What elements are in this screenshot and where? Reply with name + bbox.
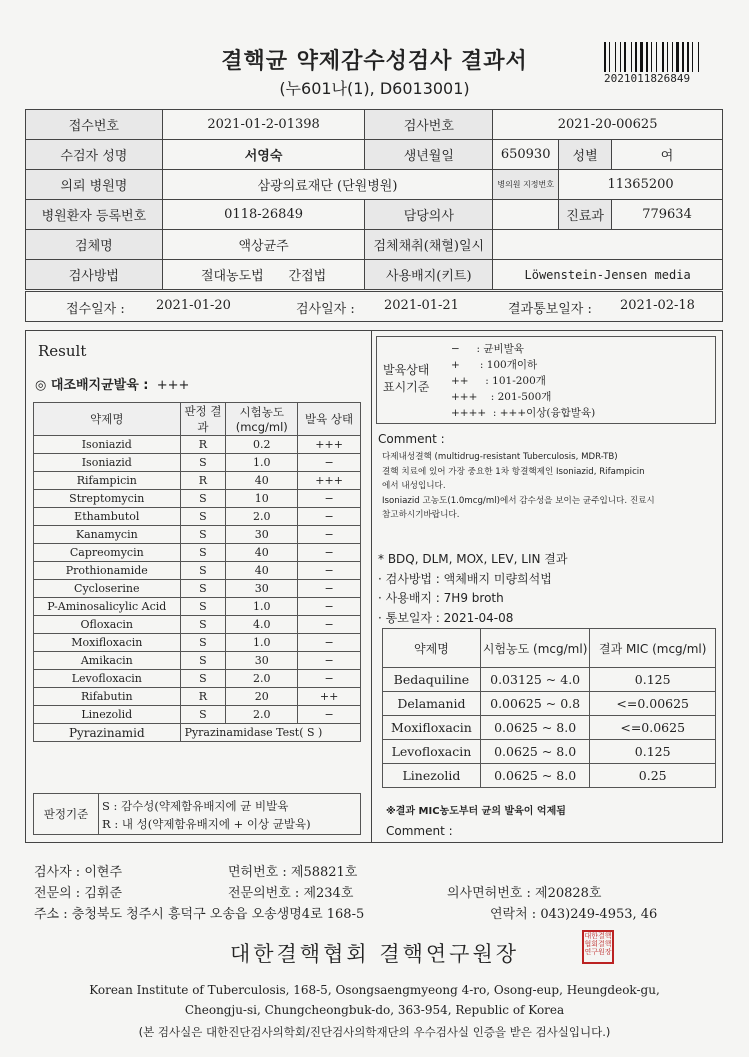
examiner-label: 검사자 : (34, 865, 81, 880)
mic-row (383, 764, 716, 788)
tested-label: 검사일자 : (296, 302, 355, 317)
examiner (34, 861, 122, 880)
drug-cell: S (180, 490, 226, 508)
doctor-license (447, 882, 602, 901)
tested-date: 2021-01-21 (384, 298, 459, 313)
drug-row (34, 580, 361, 598)
barcode-bar (627, 42, 630, 72)
mic-cell: <=0.0625 (590, 716, 716, 740)
drug-cell: S (180, 526, 226, 544)
barcode-bar (624, 42, 626, 72)
drug-cell: S (180, 580, 226, 598)
address-label: 주소 : (34, 907, 68, 922)
comment-label: Comment : (378, 432, 445, 446)
bdq-date: · 통보일자 : 2021-04-08 (378, 610, 514, 625)
drug-cell: S (180, 544, 226, 562)
barcode-bar (640, 42, 643, 72)
drug-cell: 2.0 (226, 508, 298, 526)
drug-cell: S (180, 562, 226, 580)
drug-row (34, 472, 361, 490)
drug-cell: Ethambutol (34, 508, 181, 526)
drug-cell: 4.0 (226, 616, 298, 634)
drug-cell: 30 (226, 652, 298, 670)
expert-label: 전문의 : (34, 886, 81, 901)
drug-row (34, 454, 361, 472)
drug-cell: +++ (298, 436, 361, 454)
drug-cell: − (298, 544, 361, 562)
drug-cell: − (298, 526, 361, 544)
drug-cell: S (180, 616, 226, 634)
drug-row (34, 670, 361, 688)
expert-license (228, 882, 353, 901)
mic-cell: Moxifloxacin (383, 716, 481, 740)
drug-cell: R (180, 472, 226, 490)
drug-cell: Rifabutin (34, 688, 181, 706)
mic-header-cell: 결과 MIC (mcg/ml) (590, 629, 716, 668)
drug-cell: − (298, 598, 361, 616)
drug-cell: − (298, 634, 361, 652)
drug-row (34, 508, 361, 526)
reported-date: 2021-02-18 (620, 298, 695, 313)
media-label: 사용배지(키트) (365, 260, 493, 290)
drug-cell: − (298, 616, 361, 634)
control-label: ◎ 대조배지균발육 : (35, 378, 149, 393)
barcode-bar (669, 42, 671, 72)
drug-cell: − (298, 562, 361, 580)
received-label: 접수일자 : (66, 302, 125, 317)
patient-reg: 0118-26849 (162, 200, 365, 230)
mic-cell: 0.0625 ~ 8.0 (480, 740, 590, 764)
doctor-license-number: 제20828호 (535, 886, 602, 901)
patient-reg-label: 병원환자 등록번호 (26, 200, 163, 230)
mic-cell: Levofloxacin (383, 740, 481, 764)
bdq-media: · 사용배지 : 7H9 broth (378, 591, 504, 605)
barcode-bar (687, 42, 689, 72)
media: Löwenstein-Jensen media (493, 260, 723, 290)
comment-line: 결핵 치료에 있어 가장 중요한 1차 항결핵제인 Isoniazid, Rifampicin (382, 466, 645, 477)
drug-row (34, 436, 361, 454)
comment-line: Isoniazid 고농도(1.0mcg/ml)에서 감수성을 보이는 균주입니다. 진료시 (382, 495, 655, 506)
legend-item: +++ : 201-500개 (451, 391, 552, 403)
drug-cell: 1.0 (226, 598, 298, 616)
method-1: 절대농도법 (200, 269, 264, 284)
dob: 650930 (493, 140, 559, 170)
contact-label: 연락처 : (490, 907, 537, 922)
mic-cell: 0.03125 ~ 4.0 (480, 668, 590, 692)
license-number: 제58821호 (290, 865, 358, 880)
patient-info-table (25, 109, 723, 290)
specimen: 액상균주 (162, 230, 365, 260)
barcode-bar (682, 42, 684, 72)
hospital: 삼광의료재단 (단원병원) (162, 170, 492, 200)
mic-cell: 0.125 (590, 740, 716, 764)
drug-cell: S (180, 706, 226, 724)
patient-name: 서영숙 (162, 140, 365, 170)
reception-no: 2021-01-2-01398 (162, 110, 365, 140)
pza-row (34, 724, 361, 742)
pza-result: Pyrazinamidase Test( S ) (180, 724, 360, 742)
drug-cell: S (180, 670, 226, 688)
legend-item: + : 100개이하 (451, 359, 538, 371)
drug-cell: 40 (226, 472, 298, 490)
criteria-r: R : 내 성(약제함유배지에 + 이상 균발육) (102, 817, 311, 831)
criteria-box (33, 793, 361, 835)
drug-cell: Ofloxacin (34, 616, 181, 634)
drug-cell: Capreomycin (34, 544, 181, 562)
mic-cell: Delamanid (383, 692, 481, 716)
license (228, 861, 357, 880)
drug-cell: R (180, 688, 226, 706)
method-2: 간접법 (288, 269, 327, 284)
barcode-bar (622, 42, 623, 72)
mic-header-cell: 시험농도 (mcg/ml) (480, 629, 590, 668)
drug-header-cell: 판정 결과 (180, 403, 226, 436)
legend-item: ++ : 101-200개 (451, 375, 546, 387)
drug-cell: − (298, 490, 361, 508)
barcode-bar (607, 42, 608, 72)
barcode-bar (615, 42, 616, 72)
legend-label: 발육상태 표시기준 (383, 363, 430, 394)
barcode-bar (656, 42, 657, 72)
bdq-method: · 검사방법 : 액체배지 미량희석법 (378, 571, 552, 586)
drug-row (34, 544, 361, 562)
drug-row (34, 598, 361, 616)
drug-cell: 40 (226, 544, 298, 562)
barcode-bar (676, 42, 679, 72)
document-subtitle: (누601나(1), D6013001) (279, 79, 470, 98)
contact (490, 903, 657, 922)
mic-cell: <=0.00625 (590, 692, 716, 716)
barcode-bar (680, 42, 681, 72)
panel-divider (371, 330, 372, 843)
barcode-bar (674, 42, 675, 72)
expert (34, 882, 122, 901)
barcode-bar (658, 42, 661, 72)
mic-row (383, 668, 716, 692)
barcode-bar (665, 42, 666, 72)
drug-row (34, 490, 361, 508)
name-label: 수검자 성명 (26, 140, 163, 170)
criteria-label: 판정기준 (34, 794, 99, 834)
reported-label: 결과통보일자 : (508, 302, 592, 317)
barcode-bar (672, 42, 673, 72)
expert-name: 김휘준 (84, 886, 123, 901)
bdq-section (378, 550, 567, 628)
drug-row (34, 634, 361, 652)
drug-row (34, 616, 361, 634)
official-seal: 대한결핵협회결핵연구원장 (582, 930, 614, 964)
drug-cell: +++ (298, 472, 361, 490)
sex: 여 (612, 140, 723, 170)
barcode-bar (617, 42, 619, 72)
barcode-bar (633, 42, 634, 72)
barcode-bar (620, 42, 621, 72)
barcode-bar (685, 42, 686, 72)
test-no-label: 검사번호 (365, 110, 493, 140)
drug-cell: Levofloxacin (34, 670, 181, 688)
barcode-bar (690, 42, 691, 72)
doctor-license-label: 의사면허번호 : (447, 886, 531, 901)
mic-cell: 0.125 (590, 668, 716, 692)
result-heading: Result (38, 342, 87, 360)
drug-cell: 0.2 (226, 436, 298, 454)
mic-header-cell: 약제명 (383, 629, 481, 668)
drug-cell: Prothionamide (34, 562, 181, 580)
mic-row (383, 692, 716, 716)
drug-cell: Rifampicin (34, 472, 181, 490)
drug-cell: − (298, 706, 361, 724)
specimen-label: 검체명 (26, 230, 163, 260)
dept: 779634 (612, 200, 723, 230)
document-title: 결핵균 약제감수성검사 결과서 (221, 49, 528, 74)
address (34, 903, 364, 922)
mic-table (382, 628, 716, 788)
drug-header-cell: 발육 상태 (298, 403, 361, 436)
barcode-bar (649, 42, 650, 72)
drug-cell: 30 (226, 580, 298, 598)
drug-header-cell: 약제명 (34, 403, 181, 436)
barcode-number: 2021011826849 (604, 72, 691, 85)
barcode-bar (694, 42, 697, 72)
barcode-bar (611, 42, 614, 72)
drug-cell: S (180, 598, 226, 616)
drug-cell: − (298, 580, 361, 598)
drug-cell: S (180, 454, 226, 472)
expert-license-label: 전문의번호 : (228, 886, 300, 901)
barcode-bar (609, 42, 610, 72)
drug-cell: S (180, 634, 226, 652)
drug-cell: Amikacin (34, 652, 181, 670)
sex-label: 성별 (559, 140, 612, 170)
drug-susceptibility-table (33, 402, 361, 742)
method-label: 검사방법 (26, 260, 163, 290)
drug-row (34, 706, 361, 724)
drug-cell: Cycloserine (34, 580, 181, 598)
drug-cell: 30 (226, 526, 298, 544)
comment-line: 에서 내성입니다. (382, 481, 446, 491)
collect-label: 검체채취(채혈)일시 (365, 230, 493, 260)
mic-cell: Linezolid (383, 764, 481, 788)
address-en-1: Korean Institute of Tuberculosis, 168-5, Osongsaengmyeong 4-ro, Osong-eup, Heungdeok-gu, (89, 983, 660, 997)
drug-row (34, 562, 361, 580)
drug-cell: Isoniazid (34, 454, 181, 472)
drug-cell: 2.0 (226, 670, 298, 688)
barcode-bar (638, 42, 639, 72)
drug-header-cell: 시험농도 (mcg/ml) (226, 403, 298, 436)
test-no: 2021-20-00625 (493, 110, 723, 140)
examiner-name: 이현주 (84, 865, 123, 880)
barcode (604, 42, 714, 72)
collect (493, 230, 723, 260)
barcode-bar (698, 42, 699, 72)
mic-comment: Comment : (386, 824, 453, 838)
drug-cell: R (180, 436, 226, 454)
barcode-bar (667, 42, 668, 72)
drug-cell: 2.0 (226, 706, 298, 724)
bdq-title: * BDQ, DLM, MOX, LEV, LIN 결과 (378, 552, 568, 566)
address-en-2: Cheongju-si, Chungcheongbuk-do, 363-954, Republic of Korea (184, 1003, 565, 1017)
mic-cell: 0.0625 ~ 8.0 (480, 764, 590, 788)
drug-row (34, 652, 361, 670)
mic-row (383, 716, 716, 740)
mic-cell: 0.25 (590, 764, 716, 788)
drug-cell: 1.0 (226, 634, 298, 652)
barcode-bar (646, 42, 648, 72)
dob-label: 생년월일 (365, 140, 493, 170)
comment-line: 참고하시기바랍니다. (382, 510, 460, 520)
drug-cell: 40 (226, 562, 298, 580)
address-text: 충청북도 청주시 흥덕구 오송읍 오송생명4로 168-5 (71, 907, 365, 922)
drug-cell: S (180, 652, 226, 670)
control-value: +++ (156, 378, 190, 393)
barcode-bar (631, 42, 632, 72)
drug-row (34, 526, 361, 544)
method (162, 260, 365, 290)
hospital-code-label: 병의원 지정번호 (493, 170, 559, 200)
hospital-label: 의뢰 병원명 (26, 170, 163, 200)
mic-cell: 0.0625 ~ 8.0 (480, 716, 590, 740)
barcode-bar (653, 42, 655, 72)
barcode-bar (635, 42, 637, 72)
doctor (493, 200, 559, 230)
drug-cell: − (298, 670, 361, 688)
drug-cell: − (298, 652, 361, 670)
drug-row (34, 688, 361, 706)
mic-note: ※결과 MIC농도부터 균의 발육이 억제됨 (386, 806, 566, 817)
doctor-label: 담당의사 (365, 200, 493, 230)
legend-item: − : 균비발육 (451, 343, 524, 355)
reception-no-label: 접수번호 (26, 110, 163, 140)
mic-cell: 0.00625 ~ 0.8 (480, 692, 590, 716)
control-growth (35, 374, 189, 393)
drug-cell: Kanamycin (34, 526, 181, 544)
drug-cell: S (180, 508, 226, 526)
received-date: 2021-01-20 (156, 298, 231, 313)
license-label: 면허번호 : (228, 865, 287, 880)
barcode-bar (700, 42, 702, 72)
dates-row (25, 291, 723, 322)
drug-cell: Isoniazid (34, 436, 181, 454)
barcode-bar (692, 42, 693, 72)
drug-cell: Streptomycin (34, 490, 181, 508)
drug-cell: P-Aminosalicylic Acid (34, 598, 181, 616)
barcode-bar (644, 42, 645, 72)
institute-name: 대한결핵협회 결핵연구원장 (229, 942, 520, 966)
drug-cell: − (298, 508, 361, 526)
drug-cell: Moxifloxacin (34, 634, 181, 652)
criteria-s: S : 감수성(약제함유배지에 균 비발육 (102, 799, 289, 813)
contact-number: 043)249-4953, 46 (540, 907, 658, 922)
comment-text (382, 450, 712, 523)
dept-label: 진료과 (559, 200, 612, 230)
drug-cell: Linezolid (34, 706, 181, 724)
drug-cell: 10 (226, 490, 298, 508)
mic-cell: Bedaquiline (383, 668, 481, 692)
drug-cell: ++ (298, 688, 361, 706)
drug-cell: 20 (226, 688, 298, 706)
expert-license-number: 제234호 (303, 886, 354, 901)
barcode-bar (604, 42, 606, 72)
hospital-code: 11365200 (559, 170, 723, 200)
pza-name: Pyrazinamid (34, 724, 181, 742)
barcode-bar (662, 42, 664, 72)
drug-cell: − (298, 454, 361, 472)
comment-line: 다제내성결핵 (multidrug-resistant Tuberculosis, MDR-TB) (382, 452, 618, 462)
mic-row (383, 740, 716, 764)
growth-legend (376, 336, 716, 424)
drug-cell: 1.0 (226, 454, 298, 472)
barcode-bar (651, 42, 652, 72)
certification-note: (본 검사실은 대한진단검사의학회/진단검사의학재단의 우수검사실 인증을 받은 검사실입니다.) (138, 1025, 611, 1039)
legend-item: ++++ : +++이상(융합발육) (451, 407, 596, 419)
